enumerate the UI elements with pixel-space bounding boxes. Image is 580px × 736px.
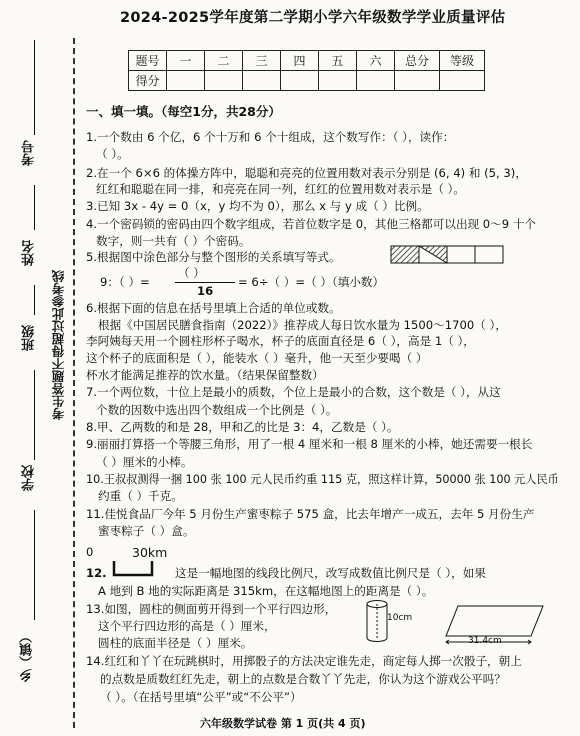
score-cell: 二 [205,51,243,71]
scale-bar [112,560,154,578]
score-input-cell[interactable] [319,71,357,91]
q4-line: 数字，则一共有（ ）个密码。 [96,234,251,248]
section-heading: 一、填一填。（每空1分，共28分） [86,104,281,119]
q13-line: 圆柱的底面半径是（ ）厘米。 [98,636,253,650]
side-label-xiangzhen: 乡（镇） [20,630,35,682]
q13-line: 13.如图，圆柱的侧面剪开得到一个平行四边形， [86,602,337,616]
q7-line: 7.一个两位数，十位上是最小的质数，个位上是最小的合数，这个数是（ ），从这 [86,385,501,399]
q9-line: （ ）厘米的小棒。 [96,455,193,469]
score-input-cell[interactable] [281,71,319,91]
score-table-header-row [129,51,485,71]
q1-line: 1.一个数由 6 个亿，6 个十万和 6 个十组成，这个数写作：（ ），读作： [86,130,455,144]
side-label-kaohao: 考号 [22,140,37,166]
score-cell: 题号 [129,51,167,71]
score-input-cell[interactable] [167,71,205,91]
q11-line: 11.佳悦食品厂今年 5 月份生产蜜枣粽子 575 盒，比去年增产一成五，去年 5 月份生产 [86,507,535,521]
score-cell: 一 [167,51,205,71]
write-line [34,370,35,460]
exam-title: 2024-2025学年度第二学期小学六年级数学学业质量评估 [120,10,506,26]
score-input-cell[interactable] [357,71,395,91]
binding-dashed-line [73,38,75,728]
q8-line: 8.甲、乙两数的和是 28，甲和乙的比是 3：4，乙数是（ ）。 [86,420,399,434]
q5-eq-rest: = 6÷（ ）=（ ）（填小数） [238,275,385,289]
write-line [34,185,35,230]
q14-line: 的点数是质数红红先走，朝上的点数是合数丫丫先走，你认为这个游戏公平吗？ [100,672,506,686]
q6-line: 这个杯子的底面积是（ ），能装水（ ）毫升，他一天至少要喝（ ） [86,351,428,365]
q14-line: 14.红红和丫丫在玩跳棋时，用掷骰子的方法决定谁先走，商定每人掷一次骰子，朝上 [86,654,522,668]
write-line [34,285,35,315]
score-cell: 三 [243,51,281,71]
q12-line: A 地到 B 地的实际距离是 315km，在这幅地图上的距离是（ ）。 [98,584,434,598]
score-cell: 六 [357,51,395,71]
write-line [34,40,35,135]
q7-line: 个数的因数中选出四个数组成一个比例是（ ）。 [96,403,338,417]
q3-line: 3.已知 3x - 4y = 0（x，y 均不为 0），那么 x 与 y 成（ ）比例。 [86,199,429,213]
q2-line: 红红和聪聪在同一排，和亮亮在同一列，红红的位置用数对表示是（ ）。 [96,182,465,196]
q2-line: 2.在一个 6×6 的体操方阵中，聪聪和亮亮的位置用数对表示分别是 (6, 4) 和 (5, 3)， [86,166,527,180]
q6-line: 杯水才能满足推荐的饮水量。（结果保留整数） [86,368,324,382]
score-input-cell[interactable] [243,71,281,91]
q13-line: 这个平行四边形的高是（ ）厘米， [98,619,276,633]
cylinder-height-label: 10cm [387,613,413,623]
fraction-bar [175,282,235,283]
q12-line: 这是一幅地图的线段比例尺，改写成数值比例尺是（ ），如果 [175,566,486,580]
q6-line: 6.根据下面的信息在括号里填上合适的单位或数。 [86,301,341,315]
score-cell: 得分 [129,71,167,91]
side-label-xuexiao: 学校 [22,465,37,491]
q6-line: 李阿姨每天用一个圆柱形杯子喝水，杯子的底面直径是 6（ ），高是 1（ ）， [86,334,475,348]
side-warning: 考生答题不得超过此参考线 [51,270,66,420]
q5-line: 5.根据图中涂色部分与整个图形的关系填写等式。 [86,250,341,264]
parallelogram-width-label: 31.4cm [468,636,502,646]
q6-line: 根据《中国居民膳食指南（2022）》推荐成人每日饮水量为 1500～1700（ ）， [98,318,507,332]
score-table-score-row [129,71,485,91]
write-line [34,510,35,620]
score-input-cell[interactable] [395,71,440,91]
q12-number: 12. [86,566,107,580]
q10-line: 约重（ ）千克。 [98,489,183,503]
q10-line: 10.王叔叔测得一捆 100 张 100 元人民币约重 115 克，照这样计算，50000 张 100 元人民币 [86,473,559,486]
page-footer: 六年级数学试卷 第 1 页(共 4 页) [200,717,366,730]
score-cell: 五 [319,51,357,71]
q4-line: 4.一个密码锁的密码由四个数字组成，若首位数字是 0，其他三格都可以出现 0～9 十个 [86,217,537,231]
score-input-cell[interactable] [440,71,485,91]
q12-scale-0: 0 [86,545,94,559]
score-table [128,50,485,91]
q12-scale-30: 30km [132,545,168,560]
q11-line: 蜜枣粽子（ ）盒。 [98,524,195,538]
shaded-figure [390,245,505,265]
score-input-cell[interactable] [205,71,243,91]
q14-line: （ ）。（在括号里填“公平”或“不公平”） [100,690,302,704]
q5-eq-prefix: 9：（ ）= [100,275,150,289]
q1-line: （ ）。 [96,147,129,161]
score-cell: 四 [281,51,319,71]
cylinder-and-parallelogram-figure [363,598,563,650]
q9-line: 9.丽丽打算搭一个等腰三角形，用了一根 4 厘米和一根 8 厘米的小棒，她还需要一根长 [86,437,533,451]
q5-eq-numerator: （ ） [178,266,205,280]
score-cell: 等级 [440,51,485,71]
score-cell: 总分 [395,51,440,71]
side-label-xingming: 姓名 [22,240,37,266]
side-label-banji: 班级 [22,325,37,351]
q5-eq-denominator: 16 [197,284,214,298]
